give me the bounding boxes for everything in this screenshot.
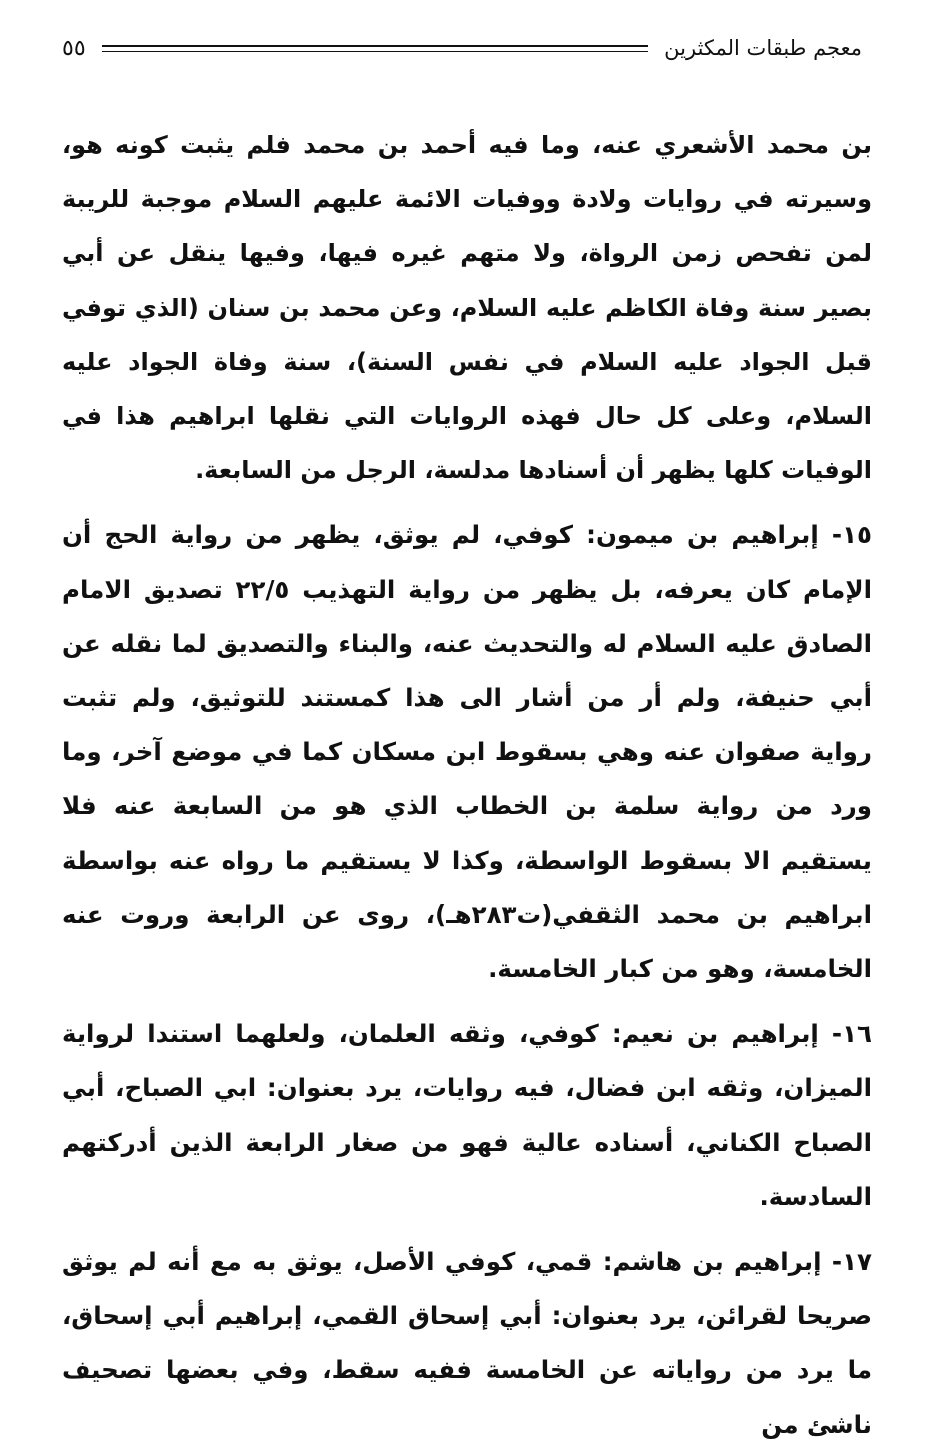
entry-text: كوفي، وثقه العلمان، ولعلهما استندا لرواية الميزان، وثقه ابن فضال، فيه روايات، يرد بعنوان: ابي الصباح، أبي الصباح الكناني، أسناده عالية فهو من صغار الرابعة الذين أدركتهم السادسة. xyxy=(62,1019,872,1211)
entry-15 xyxy=(62,508,872,996)
page-number: ٥٥ xyxy=(62,35,86,61)
paragraph-continuation xyxy=(62,118,872,497)
entry-heading: ١٦- إبراهيم بن نعيم: xyxy=(611,1019,872,1049)
book-title: معجم طبقات المكثرين xyxy=(664,36,862,60)
running-header xyxy=(62,30,862,66)
entry-16 xyxy=(62,1007,872,1224)
paragraph-text: بن محمد الأشعري عنه، وما فيه أحمد بن محمد فلم يثبت كونه هو، وسيرته في روايات ولادة ووفيات الائمة عليهم السلام موجبة للريبة لمن تفحص زمن الرواة، ولا متهم غيره فيها، وفيها ينقل عن أبي بصير سنة وفاة الكاظم عليه السلام، وعن محمد بن سنان (الذي توفي قبل الجواد عليه السلام في نفس السنة)، سنة وفاة الجواد عليه السلام، وعلى كل حال فهذه الروايات التي نقلها ابراهيم هذا في الوفيات كلها يظهر أن أسنادها مدلسة، الرجل من السابعة. xyxy=(62,131,872,485)
entry-heading: ١٥- إبراهيم بن ميمون: xyxy=(586,520,872,550)
entry-17 xyxy=(62,1235,872,1452)
header-divider xyxy=(102,45,649,52)
entry-text: قمي، كوفي الأصل، يوثق به مع أنه لم يوثق صريحا لقرائن، يرد بعنوان: أبي إسحاق القمي، إبراهيم أبي إسحاق، ما يرد من رواياته عن الخامسة ففيه سقط، وفي بعضها تصحيف ناشئ من xyxy=(62,1247,872,1439)
page-body xyxy=(62,118,872,1452)
entry-text: كوفي، لم يوثق، يظهر من رواية الحج أن الإمام كان يعرفه، بل يظهر من رواية التهذيب ٢٢/٥ تصديق الامام الصادق عليه السلام له والتحديث عنه، والبناء والتصديق لما نقله عن أبي حنيفة، ولم أر من أشار الى هذا كمستند للتوثيق، ولم تثبت رواية صفوان عنه وهي بسقوط ابن مسكان كما في موضع آخر، وما ورد من رواية سلمة بن الخطاب الذي هو من السابعة عنه فلا يستقيم الا بسقوط الواسطة، وكذا لا يستقيم ما رواه عنه بواسطة ابراهيم بن محمد الثقفي(ت٢٨٣هـ)، روى عن الرابعة وروت عنه الخامسة، وهو من كبار الخامسة. xyxy=(62,520,872,984)
entry-heading: ١٧- إبراهيم بن هاشم: xyxy=(602,1247,872,1277)
